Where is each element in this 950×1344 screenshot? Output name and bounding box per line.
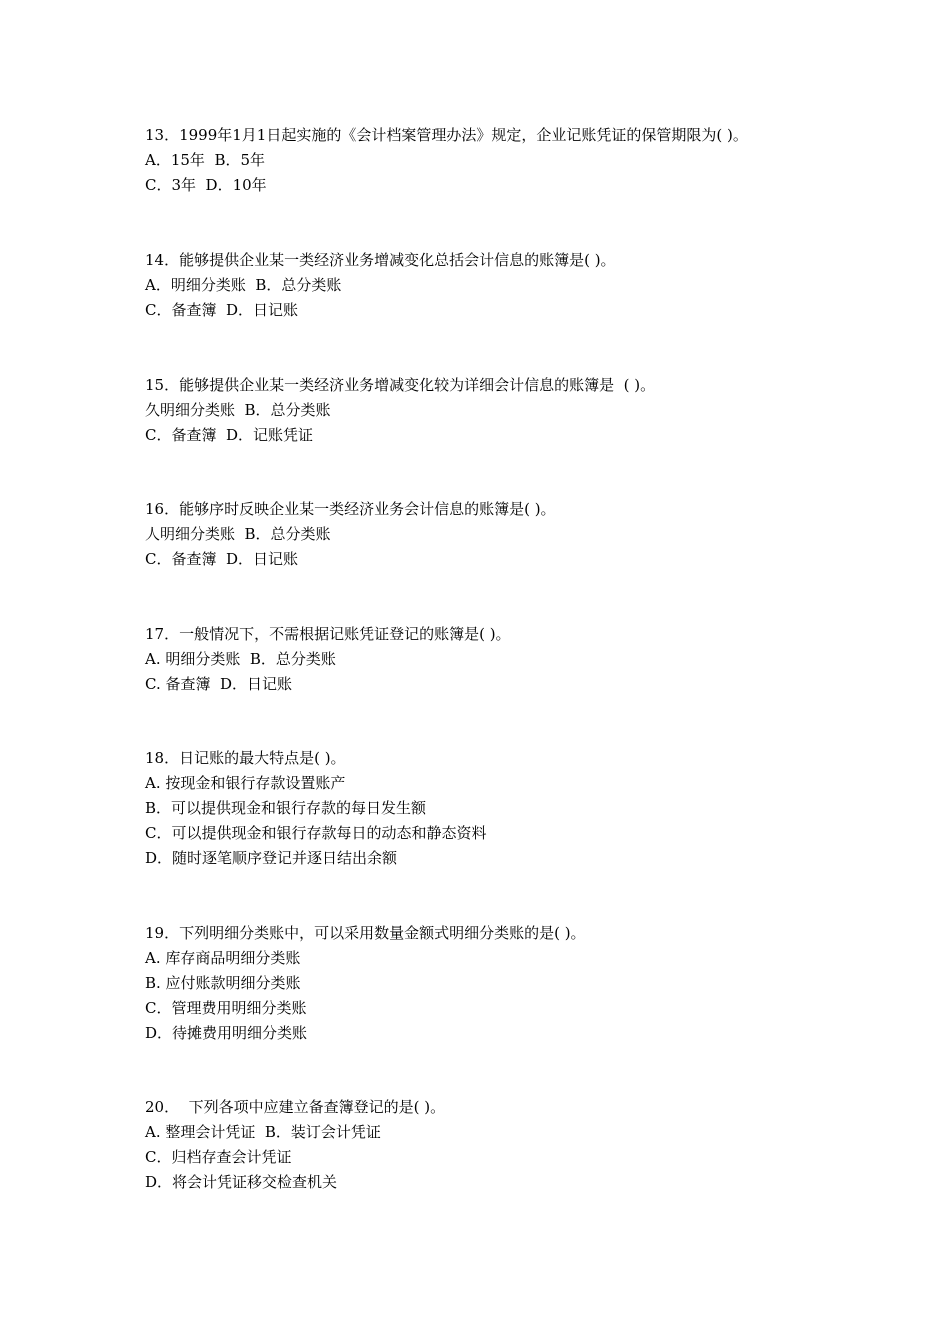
question-option: A. 整理会计凭证 B．装订会计凭证 xyxy=(145,1123,381,1141)
question-option: D．将会计凭证移交检查机关 xyxy=(145,1173,338,1191)
question-option: A. 库存商品明细分类账 xyxy=(145,949,301,967)
question-option: D．待摊费用明细分类账 xyxy=(145,1024,308,1042)
question-stem: 15．能够提供企业某一类经济业务增减变化较为详细会计信息的账簿是 ( )。 xyxy=(145,376,656,394)
question-16 xyxy=(145,497,845,572)
question-stem: 16．能够序时反映企业某一类经济业务会计信息的账簿是( )。 xyxy=(145,500,556,518)
question-20 xyxy=(145,1095,845,1195)
question-19 xyxy=(145,921,845,1046)
question-14 xyxy=(145,248,845,323)
question-15 xyxy=(145,373,845,448)
question-option: C．3年 D．10年 xyxy=(145,176,267,194)
question-option: A. 明细分类账 B．总分类账 xyxy=(145,650,336,668)
question-13 xyxy=(145,123,845,198)
question-18 xyxy=(145,746,845,871)
question-option: C．备查簿 D．日记账 xyxy=(145,301,299,319)
question-option: 人明细分类账 B．总分类账 xyxy=(145,525,331,543)
question-option: C．归档存查会计凭证 xyxy=(145,1148,292,1166)
question-stem: 20． 下列各项中应建立备查簿登记的是( )。 xyxy=(145,1098,446,1116)
question-stem: 18．日记账的最大特点是( )。 xyxy=(145,749,346,767)
question-stem: 14．能够提供企业某一类经济业务增减变化总括会计信息的账簿是( )。 xyxy=(145,251,616,269)
question-option: A．15年 B．5年 xyxy=(145,151,266,169)
question-option: C．备查簿 D．记账凭证 xyxy=(145,426,314,444)
question-option: C. 备查簿 D．日记账 xyxy=(145,675,293,693)
question-option: C．管理费用明细分类账 xyxy=(145,999,307,1017)
question-17 xyxy=(145,622,845,697)
question-option: B．可以提供现金和银行存款的每日发生额 xyxy=(145,799,427,817)
question-option: 久明细分类账 B．总分类账 xyxy=(145,401,331,419)
question-option: D．随时逐笔顺序登记并逐日结出余额 xyxy=(145,849,398,867)
question-stem: 13．1999年1月1日起实施的《会计档案管理办法》规定，企业记账凭证的保管期限为( )。 xyxy=(145,126,748,144)
question-stem: 17．一般情况下，不需根据记账凭证登记的账簿是( )。 xyxy=(145,625,511,643)
question-option: B. 应付账款明细分类账 xyxy=(145,974,301,992)
question-option: C．备查簿 D．日记账 xyxy=(145,550,299,568)
question-option: C．可以提供现金和银行存款每日的动态和静态资料 xyxy=(145,824,487,842)
question-option: A．明细分类账 B．总分类账 xyxy=(145,276,342,294)
question-option: A. 按现金和银行存款设置账产 xyxy=(145,774,346,792)
question-stem: 19．下列明细分类账中，可以采用数量金额式明细分类账的是( )。 xyxy=(145,924,586,942)
